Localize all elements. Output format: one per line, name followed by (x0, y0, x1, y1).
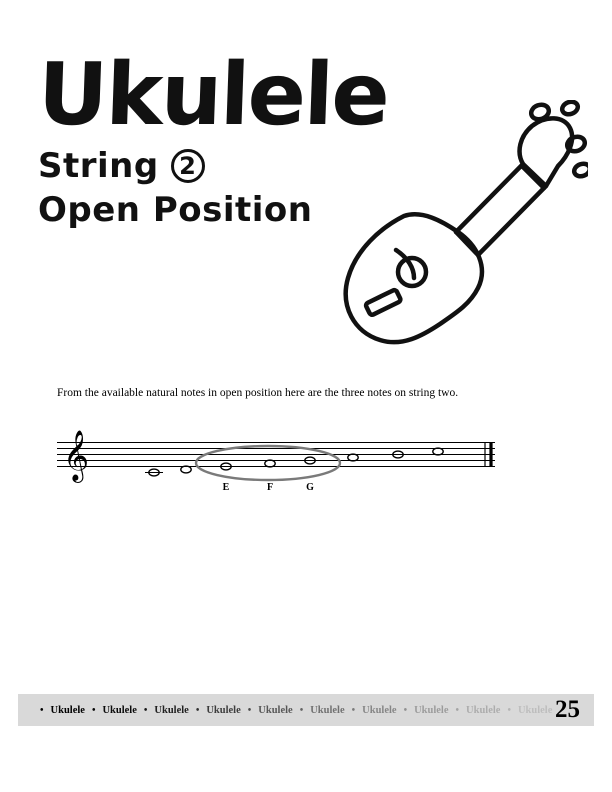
footer-item: Ukulele (310, 704, 345, 716)
footer-dot: • (91, 704, 96, 716)
note-label-f: F (266, 482, 274, 493)
note-label-e: E (222, 482, 230, 493)
intro-paragraph: From the available natural notes in open position here are the three notes on string two. (57, 387, 459, 399)
footer-dot: • (247, 704, 252, 716)
footer-dot: • (143, 704, 148, 716)
note-label-row (57, 482, 497, 498)
note-label-g: G (306, 482, 314, 493)
footer-dot: • (299, 704, 304, 716)
footer-item: Ukulele (102, 704, 137, 716)
footer-item: Ukulele (414, 704, 449, 716)
music-staff (57, 424, 497, 514)
footer-item: Ukulele (466, 704, 501, 716)
footer-dot: • (351, 704, 356, 716)
footer-item: Ukulele (517, 704, 553, 716)
subtitle-open-position: Open Position (38, 190, 313, 230)
footer-dot: • (40, 704, 44, 716)
footer-item: Ukulele (362, 704, 397, 716)
page-title: Ukulele (36, 45, 390, 145)
footer-item: Ukulele (50, 704, 85, 716)
subtitle-string-label: String (38, 146, 159, 186)
footer-band (18, 694, 594, 726)
footer-dot: • (507, 704, 511, 716)
footer-dot: • (455, 704, 460, 716)
oval-highlight-ring (196, 446, 340, 480)
footer-dot: • (195, 704, 200, 716)
footer-repeat-strip (40, 694, 552, 726)
footer-item: Ukulele (154, 704, 189, 716)
string-number-badge: 2 (171, 149, 205, 183)
footer-dot: • (403, 704, 408, 716)
ukulele-illustration (318, 100, 588, 360)
footer-item: Ukulele (258, 704, 293, 716)
svg-text:𝄞: 𝄞 (63, 430, 90, 481)
page-number: 25 (555, 696, 580, 723)
footer-item: Ukulele (206, 704, 241, 716)
treble-clef-glyph (63, 430, 89, 483)
